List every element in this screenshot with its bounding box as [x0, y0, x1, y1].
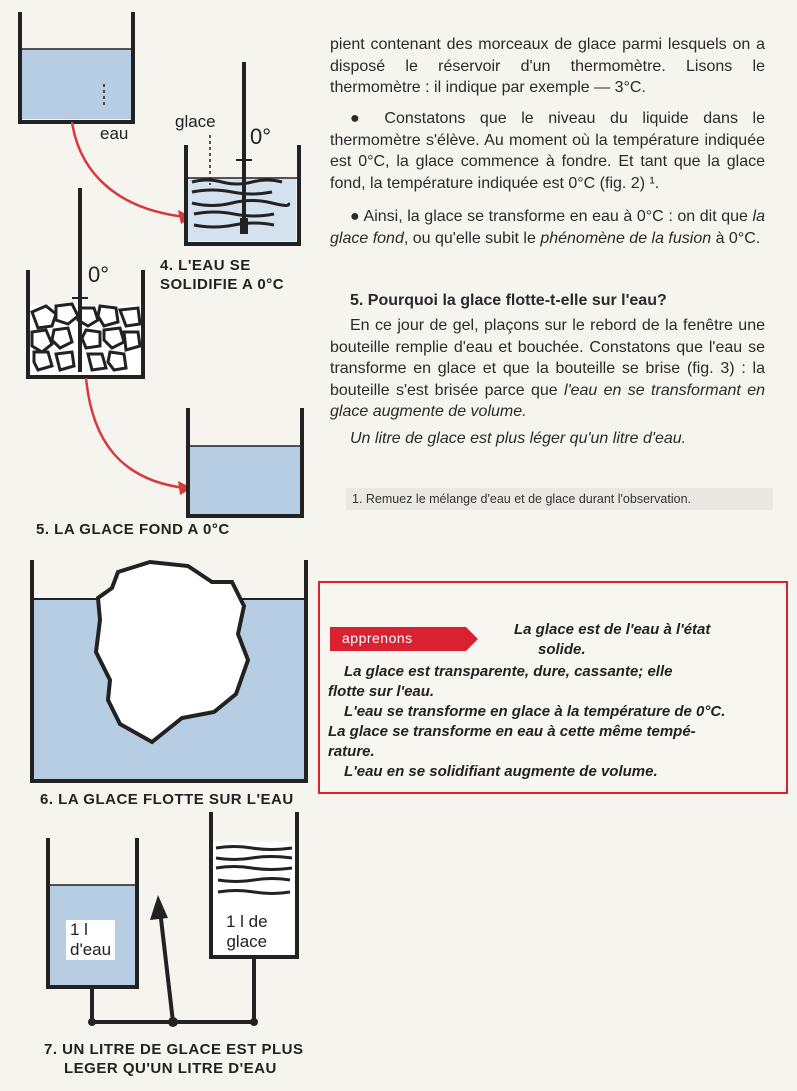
apprenons-box — [318, 581, 788, 794]
beaker-ice-cubes-icon — [28, 188, 143, 377]
arrow-to-freezing-icon — [72, 122, 186, 217]
box-line-8: L'eau en se solidifiant augmente de volume. — [344, 763, 658, 780]
paragraph-constatons: ● Constatons que le niveau du liquide dans le thermomètre s'élève. Au moment où la température indiquée est 0°C, la glace commence à fondre. Et tant que la glace fond, la température indiquée est 0°C (fig. 2) ¹. — [330, 110, 765, 192]
footnote: 1. Remuez le mélange d'eau et de glace durant l'observation. — [346, 488, 773, 510]
thermometer-reading-fig4: 0° — [250, 124, 272, 149]
beaker-liter-water-icon — [48, 838, 137, 987]
beaker-melted-water-icon — [188, 408, 302, 516]
paragraph-bouteille: En ce jour de gel, plaçons sur le rebord de la fenêtre une bouteille remplie d'eau et bouchée. Constatons que l'eau se transforme en glace et que la bouteille se brise (fig. 3) : la bouteille s'est brisée parce que l'eau en se transformant en glace augmente de volume. — [330, 317, 765, 420]
illustrations — [0, 0, 320, 1091]
beaker-water-top-icon — [20, 12, 133, 122]
box-line-6: La glace se transforme en eau à cette même tempé- — [328, 723, 696, 740]
apprenons-badge-label: apprenons — [342, 630, 413, 646]
arrow-to-melting-icon — [86, 378, 185, 488]
box-line-5: L'eau se transforme en glace à la température de 0°C. — [344, 703, 726, 720]
figure-7-caption: 7. UN LITRE DE GLACE EST PLUS LEGER QU'UN LITRE D'EAU — [44, 1041, 304, 1077]
box-line-2: solide. — [538, 641, 586, 658]
tank-floating-ice-icon — [32, 560, 306, 781]
paragraph-fusion: ● Ainsi, la glace se transforme en eau à 0°C : on dit que la glace fond, ou qu'elle subit le phénomène de la fusion à 0°C. — [330, 208, 765, 247]
figure-4-caption: 4. L'EAU SE SOLIDIFIE A 0°C — [160, 257, 285, 293]
box-line-3: La glace est transparente, dure, cassante; elle — [344, 663, 673, 680]
paragraph-litre: Un litre de glace est plus léger qu'un litre d'eau. — [350, 430, 687, 447]
label-1l-glace: 1 l de glace — [226, 912, 268, 951]
label-glace: glace — [175, 112, 216, 131]
label-1l-eau: 1 l d'eau — [66, 920, 115, 960]
beaker-freezing-icon — [186, 62, 299, 244]
box-line-7: rature. — [328, 743, 375, 760]
figure-6-caption: 6. LA GLACE FLOTTE SUR L'EAU — [40, 791, 294, 808]
label-eau: eau — [100, 124, 129, 143]
figure-5-caption: 5. LA GLACE FOND A 0°C — [36, 521, 230, 538]
thermometer-reading-fig5: 0° — [88, 262, 110, 287]
box-line-1: La glace est de l'eau à l'état — [514, 621, 711, 638]
box-line-4: flotte sur l'eau. — [328, 683, 435, 700]
paragraph-intro: pient contenant des morceaux de glace parmi lesquels on a disposé le réservoir d'un thermomètre. Lisons le thermomètre : il indique par exemple — 3°C. — [330, 36, 765, 96]
section-heading: 5. Pourquoi la glace flotte-t-elle sur l'eau? — [350, 292, 667, 309]
